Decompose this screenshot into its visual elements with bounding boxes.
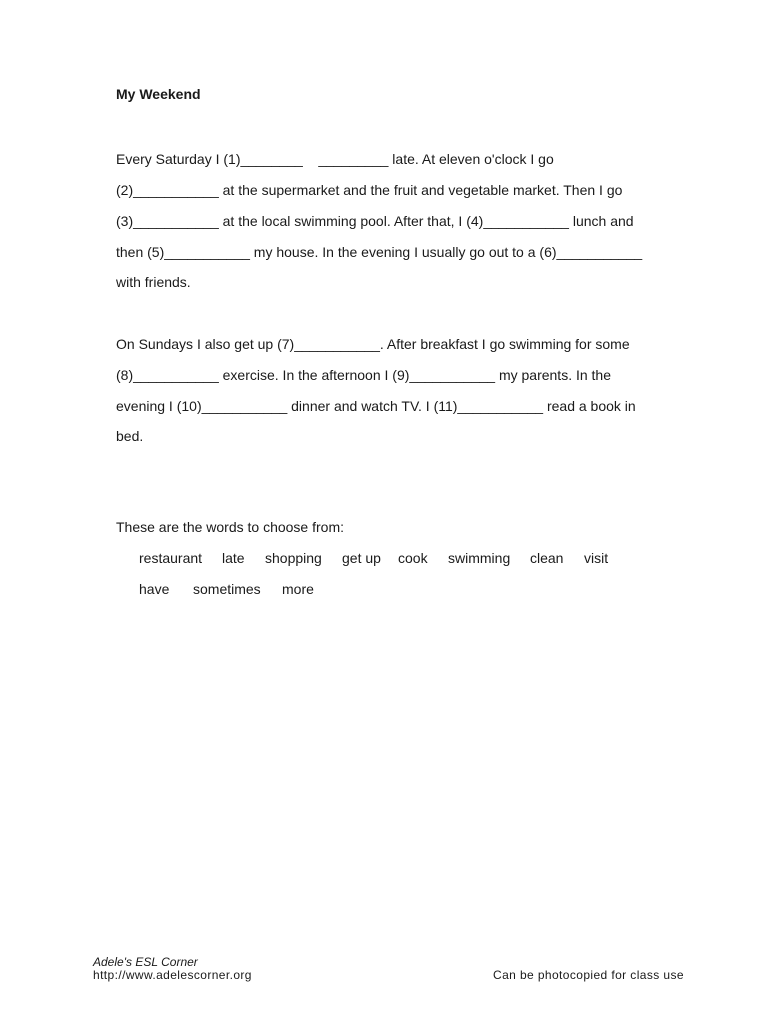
word-bank-item: clean <box>530 550 564 566</box>
page-title: My Weekend <box>116 86 201 102</box>
paragraph-2-line: bed. <box>116 428 144 444</box>
paragraph-2-line: evening I (10)___________ dinner and watch TV. I (11)___________ read a book in <box>116 398 636 414</box>
word-bank-item: cook <box>398 550 428 566</box>
paragraph-1-line: (2)___________ at the supermarket and the fruit and vegetable market. Then I go <box>116 182 623 198</box>
footer-notice: Can be photocopied for class use <box>493 968 684 982</box>
word-bank-item: swimming <box>448 550 511 566</box>
footer-brand: Adele's ESL Corner <box>93 955 198 969</box>
paragraph-1-line: with friends. <box>116 274 191 290</box>
paragraph-1-line: then (5)___________ my house. In the evening I usually go out to a (6)___________ <box>116 244 643 260</box>
word-bank-item: late <box>222 550 245 566</box>
word-bank-item: more <box>282 581 314 597</box>
paragraph-1-line: (3)___________ at the local swimming pool. After that, I (4)___________ lunch and <box>116 213 634 229</box>
word-bank-item: sometimes <box>193 581 261 597</box>
paragraph-1-line: Every Saturday I (1)________ _________ late. At eleven o'clock I go <box>116 151 554 167</box>
footer-url: http://www.adelescorner.org <box>93 968 252 982</box>
paragraph-2-line: On Sundays I also get up (7)___________. After breakfast I go swimming for some <box>116 336 630 352</box>
word-bank-item: have <box>139 581 170 597</box>
word-bank-item: visit <box>584 550 609 566</box>
paragraph-2-line: (8)___________ exercise. In the afternoon I (9)___________ my parents. In the <box>116 367 612 383</box>
word-bank-item: shopping <box>265 550 322 566</box>
footer-credits <box>93 956 252 982</box>
word-bank-item: get up <box>342 550 381 566</box>
word-bank-intro: These are the words to choose from: <box>116 519 344 535</box>
word-bank-item: restaurant <box>139 550 203 566</box>
